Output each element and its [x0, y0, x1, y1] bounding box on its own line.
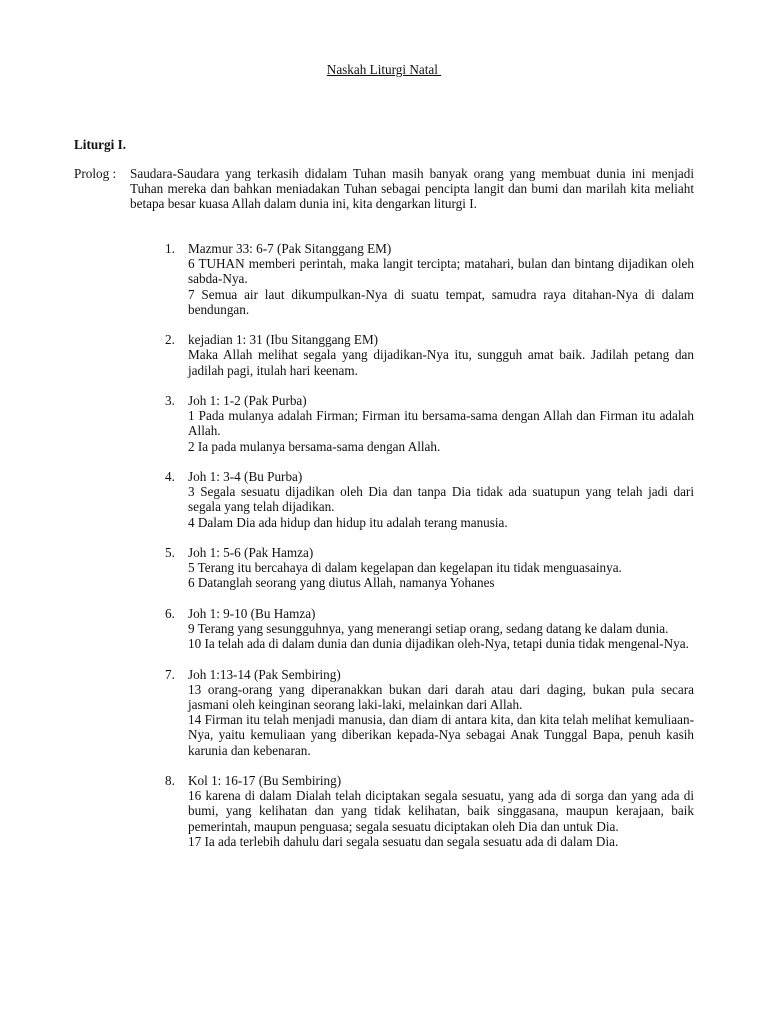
- verse-text: 10 Ia telah ada di dalam dunia dan dunia dijadikan oleh-Nya, tetapi dunia tidak mengenal-Nya.: [188, 636, 689, 652]
- reading-body: [188, 545, 694, 591]
- reading-body: [188, 773, 694, 849]
- reading-number: 1.: [165, 241, 175, 256]
- prolog-label: Prolog :: [74, 166, 117, 181]
- reading-item: [165, 667, 694, 758]
- verse-text: 9 Terang yang sesungguhnya, yang menerangi setiap orang, sedang datang ke dalam dunia.: [188, 621, 669, 636]
- verse-text: 4 Dalam Dia ada hidup dan hidup itu adalah terang manusia.: [188, 514, 508, 530]
- reading-item: [165, 469, 694, 530]
- reading-item: [165, 241, 694, 317]
- section-heading: Liturgi I.: [74, 137, 127, 152]
- verse-text: 6 Datanglah seorang yang diutus Allah, namanya Yohanes: [188, 575, 495, 591]
- reading-reference: Mazmur 33: 6-7 (Pak Sitanggang EM): [188, 241, 392, 256]
- verse-text: 5 Terang itu bercahaya di dalam kegelapan dan kegelapan itu tidak menguasainya.: [188, 560, 622, 576]
- reading-number: 4.: [165, 469, 175, 484]
- reading-number: 7.: [165, 666, 175, 682]
- reading-body: [188, 469, 694, 530]
- reading-reference: Joh 1:13-14 (Pak Sembiring): [188, 666, 341, 682]
- reading-body: [188, 241, 694, 317]
- reading-reference: Kol 1: 16-17 (Bu Sembiring): [188, 773, 342, 788]
- reading-body: [188, 393, 694, 454]
- verse-text: Maka Allah melihat segala yang dijadikan-Nya itu, sungguh amat baik. Jadilah petang dan jadilah pagi, itulah hari keenam.: [188, 347, 694, 378]
- verse-text: 7 Semua air laut dikumpulkan-Nya di suatu tempat, samudra raya ditahan-Nya di dalam bendungan.: [188, 286, 694, 317]
- reading-reference: Joh 1: 3-4 (Bu Purba): [188, 469, 303, 484]
- reading-number: 8.: [165, 773, 175, 788]
- prolog-paragraph: [74, 166, 694, 212]
- reading-body: [188, 667, 694, 758]
- reading-item: [165, 545, 694, 591]
- reading-item: [165, 773, 694, 849]
- document-title: Naskah Liturgi Natal: [326, 62, 442, 77]
- reading-body: [188, 332, 694, 378]
- verse-text: 1 Pada mulanya adalah Firman; Firman itu bersama-sama dengan Allah dan Firman itu adalah Allah.: [188, 408, 694, 439]
- verse-text: 16 karena di dalam Dialah telah diciptakan segala sesuatu, yang ada di sorga dan yang ada di bumi, yang kelihatan dan yang tidak kelihatan, baik singgasana, maupun kerajaan, baik pemerintah, maupun penguasa; segala sesuatu diciptakan oleh Dia dan untuk Dia.: [188, 788, 694, 834]
- reading-reference: Joh 1: 1-2 (Pak Purba): [188, 393, 307, 408]
- verse-text: 13 orang-orang yang diperanakkan bukan dari darah atau dari daging, bukan pula secara jasmani oleh keinginan seorang laki-laki, melainkan dari Allah.: [188, 681, 694, 712]
- reading-reference: Joh 1: 9-10 (Bu Hamza): [188, 605, 316, 621]
- verse-text: 14 Firman itu telah menjadi manusia, dan diam di antara kita, dan kita telah melihat kemuliaan-Nya, yaitu kemuliaan yang diberikan kepada-Nya sebagai Anak Tunggal Bapa, penuh kasih karunia dan kebenaran.: [188, 712, 694, 758]
- verse-text: 6 TUHAN memberi perintah, maka langit tercipta; matahari, bulan dan bintang dijadikan oleh sabda-Nya.: [188, 256, 694, 287]
- reading-number: 5.: [165, 545, 175, 560]
- readings-list: [165, 241, 694, 864]
- reading-number: 6.: [165, 605, 175, 621]
- prolog-text: Saudara-Saudara yang terkasih didalam Tuhan masih banyak orang yang membuat dunia ini menjadi Tuhan mereka dan bahkan meniadakan Tuhan sebagai pencipta langit dan bumi dan marilah kita meliaht betapa besar kuasa Allah dalam dunia ini, kita dengarkan liturgi I.: [130, 166, 694, 212]
- verse-text: 17 Ia ada terlebih dahulu dari segala sesuatu dan segala sesuatu ada di dalam Dia.: [188, 833, 619, 849]
- reading-item: [165, 606, 694, 652]
- reading-body: [188, 606, 694, 652]
- reading-number: 3.: [165, 393, 175, 408]
- reading-item: [165, 393, 694, 454]
- verse-text: 3 Segala sesuatu dijadikan oleh Dia dan tanpa Dia tidak ada suatupun yang telah jadi dari segala yang telah dijadikan.: [188, 484, 694, 515]
- reading-number: 2.: [165, 332, 175, 348]
- verse-text: 2 Ia pada mulanya bersama-sama dengan Allah.: [188, 438, 441, 454]
- reading-reference: Joh 1: 5-6 (Pak Hamza): [188, 545, 314, 560]
- reading-reference: kejadian 1: 31 (Ibu Sitanggang EM): [188, 332, 379, 348]
- reading-item: [165, 332, 694, 378]
